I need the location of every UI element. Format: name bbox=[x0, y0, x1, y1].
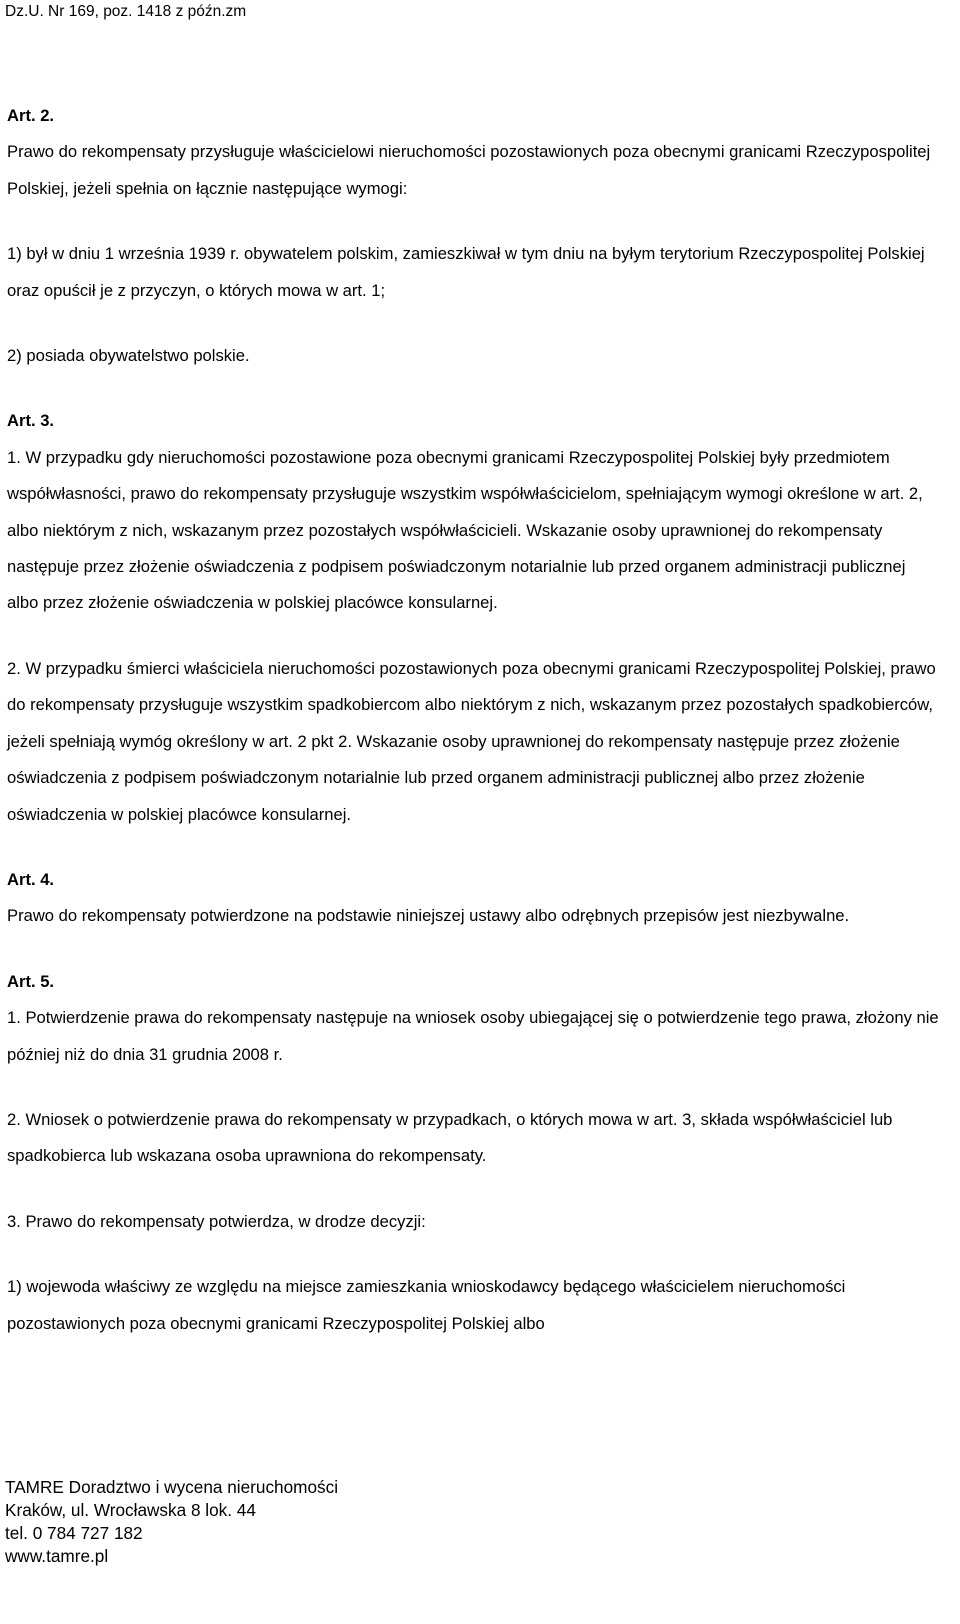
spacer bbox=[7, 374, 939, 403]
art-5-heading: Art. 5. bbox=[7, 971, 55, 991]
art-5-point-1: 1) wojewoda właściwy ze względu na miejsce zamieszkania wnioskodawcy będącego właścicielem nieruchomości pozostawionych poza obecnymi granicami Rzeczypospolitej Polskiej albo bbox=[7, 1277, 846, 1333]
spacer bbox=[7, 935, 939, 964]
art-2-point-1: 1) był w dniu 1 września 1939 r. obywatelem polskim, zamieszkiwał w tym dniu na byłym terytorium Rzeczypospolitej Polskiej oraz opuścił je z przyczyn, o których mowa w art. 1; bbox=[7, 244, 925, 300]
art-4-heading: Art. 4. bbox=[7, 869, 55, 889]
document-body bbox=[7, 98, 939, 1342]
spacer bbox=[7, 1073, 939, 1102]
art-3-paragraph-2: 2. W przypadku śmierci właściciela nieruchomości pozostawionych poza obecnymi granicami Rzeczypospolitej Polskiej, prawo do rekompensaty przysługuje wszystkim spadkobiercom albo niektórym z nich, wskazanym przez pozostałych spadkobierców, jeżeli spełniają wymóg określony w art. 2 pkt 2. Wskazanie osoby uprawnionej do rekompensaty następuje przez złożenie oświadczenia z podpisem poświadczonym notarialnie lub przed organem administracji publicznej albo przez złożenie oświadczenia w polskiej placówce konsularnej. bbox=[7, 658, 936, 824]
spacer bbox=[7, 622, 939, 651]
spacer bbox=[7, 1240, 939, 1269]
art-2-heading: Art. 2. bbox=[7, 106, 55, 125]
company-footer bbox=[5, 1476, 338, 1568]
footer-company-name: TAMRE Doradztwo i wycena nieruchomości bbox=[5, 1477, 339, 1497]
spacer bbox=[7, 207, 939, 236]
citation-header: Dz.U. Nr 169, poz. 1418 z późn.zm bbox=[5, 3, 247, 20]
spacer bbox=[7, 833, 939, 862]
spacer bbox=[7, 309, 939, 338]
art-5-paragraph-1: 1. Potwierdzenie prawa do rekompensaty następuje na wniosek osoby ubiegającej się o potwierdzenie tego prawa, złożony nie później niż do dnia 31 grudnia 2008 r. bbox=[7, 1008, 939, 1064]
art-2-point-2: 2) posiada obywatelstwo polskie. bbox=[7, 346, 250, 366]
art-3-paragraph-1: 1. W przypadku gdy nieruchomości pozostawione poza obecnymi granicami Rzeczypospolitej Polskiej były przedmiotem współwłasności, prawo do rekompensaty przysługuje wszystkim współwłaścicielom, spełniającym wymogi określone w art. 2, albo niektórym z nich, wskazanym przez pozostałych współwłaścicieli. Wskazanie osoby uprawnionej do rekompensaty następuje przez złożenie oświadczenia z podpisem poświadczonym notarialnie lub przed organem administracji publicznej albo przez złożenie oświadczenia w polskiej placówce konsularnej. bbox=[7, 447, 923, 613]
footer-website-link[interactable]: www.tamre.pl bbox=[5, 1546, 109, 1566]
art-3-heading: Art. 3. bbox=[7, 411, 55, 431]
art-4-text: Prawo do rekompensaty potwierdzone na podstawie niniejszej ustawy albo odrębnych przepisów jest niezbywalne. bbox=[7, 906, 850, 926]
art-5-paragraph-2: 2. Wniosek o potwierdzenie prawa do rekompensaty w przypadkach, o których mowa w art. 3, składa współwłaściciel lub spadkobierca lub wskazana osoba uprawniona do rekompensaty. bbox=[7, 1109, 893, 1166]
art-2-intro: Prawo do rekompensaty przysługuje właścicielowi nieruchomości pozostawionych poza obecnymi granicami Rzeczypospolitej Polskiej, jeżeli spełnia on łącznie następujące wymogi: bbox=[7, 142, 931, 198]
footer-address: Kraków, ul. Wrocławska 8 lok. 44 bbox=[5, 1500, 256, 1520]
art-5-paragraph-3: 3. Prawo do rekompensaty potwierdza, w drodze decyzji: bbox=[7, 1211, 426, 1231]
footer-phone: tel. 0 784 727 182 bbox=[5, 1523, 143, 1543]
spacer bbox=[7, 1175, 939, 1204]
